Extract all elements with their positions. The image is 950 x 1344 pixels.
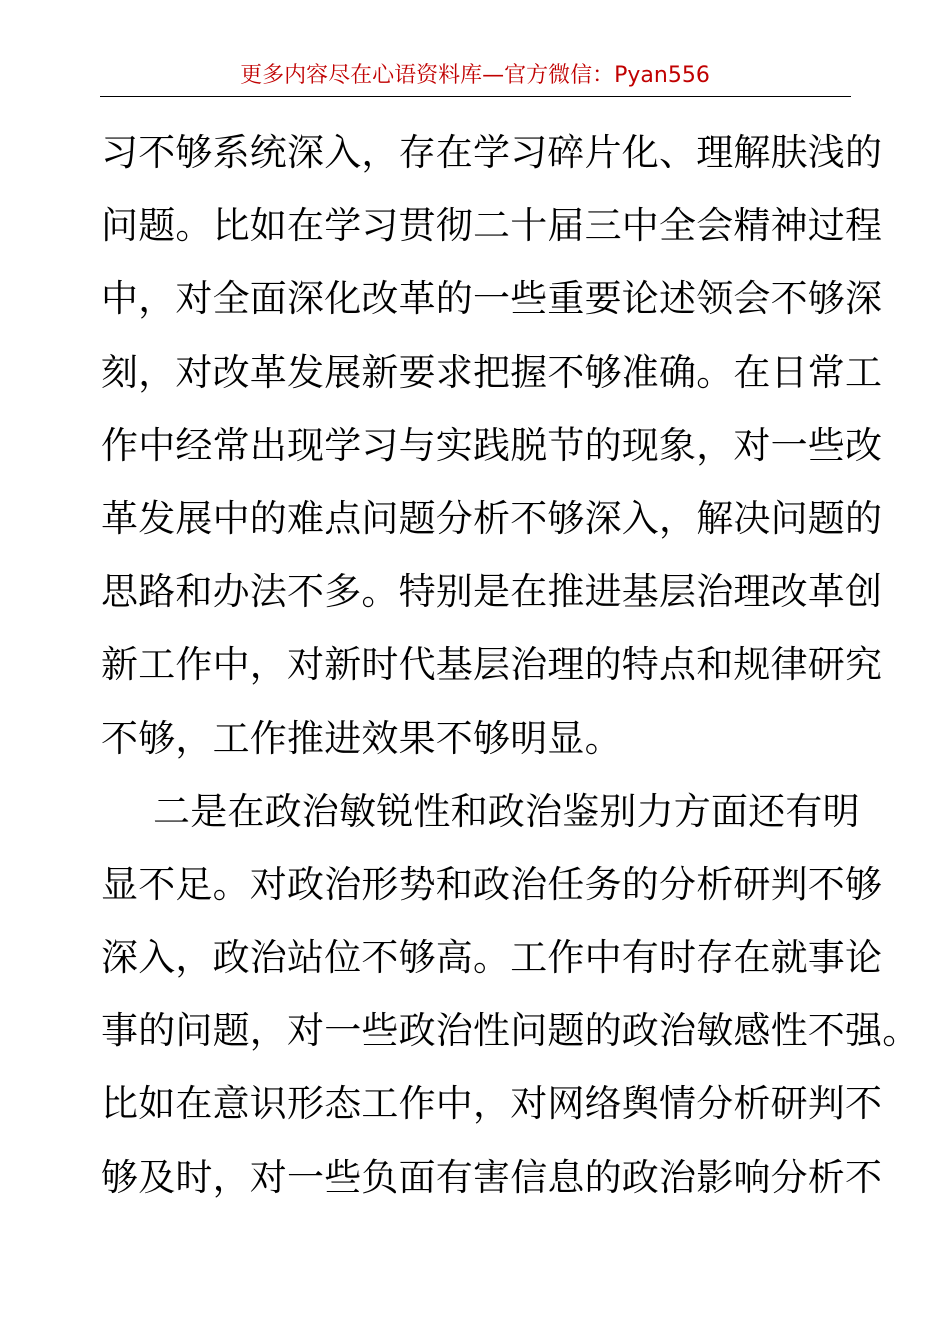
text-line: 革发展中的难点问题分析不够深入，解决问题的: [101, 496, 883, 540]
document-body: [101, 116, 920, 1214]
paragraph-start-line: 二是在政治敏锐性和政治鉴别力方面还有明: [153, 789, 860, 833]
text-line: 习不够系统深入，存在学习碎片化、理解肤浅的: [101, 131, 883, 174]
text-line: 中，对全面深化改革的一些重要论述领会不够深: [101, 277, 883, 321]
text-line: 比如在意识形态工作中，对网络舆情分析研判不: [101, 1082, 883, 1126]
text-line: 新工作中，对新时代基层治理的特点和规律研究: [101, 643, 883, 687]
text-line: 够及时，对一些负面有害信息的政治影响分析不: [101, 1155, 883, 1199]
text-line: 事的问题，对一些政治性问题的政治敏感性不强。: [101, 1009, 920, 1053]
text-line: 作中经常出现学习与实践脱节的现象，对一些改: [101, 423, 883, 467]
text-line: 深入，政治站位不够高。工作中有时存在就事论: [101, 936, 883, 980]
page-header-watermark: 更多内容尽在心语资料库—官方微信：Pyan556: [240, 63, 710, 88]
header-divider: [100, 96, 851, 97]
text-line: 思路和办法不多。特别是在推进基层治理改革创: [101, 570, 883, 614]
text-line: 显不足。对政治形势和政治任务的分析研判不够: [101, 862, 883, 906]
text-line: 问题。比如在学习贯彻二十届三中全会精神过程: [101, 204, 883, 248]
text-line: 不够，工作推进效果不够明显。: [101, 716, 622, 760]
text-line: 刻，对改革发展新要求把握不够准确。在日常工: [101, 350, 883, 394]
